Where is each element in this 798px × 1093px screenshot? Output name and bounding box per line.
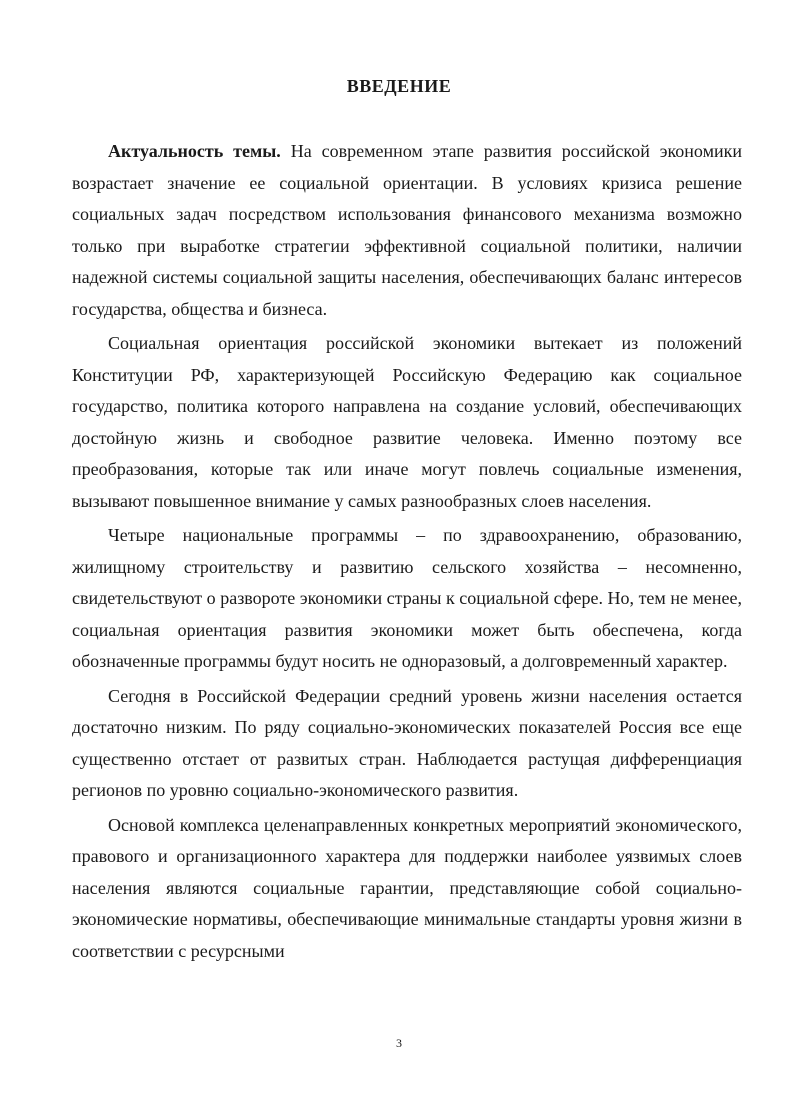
paragraph-living-standard: Сегодня в Российской Федерации средний уровень жизни населения остается достаточно низким. По ряду социально-экономических показателей Россия все еще существенно отстает от развитых стран. Наблюдается растущая дифференциация регионов по уровню социально-экономического развития. [72, 685, 742, 800]
lead-label: Актуальность темы. [108, 141, 281, 161]
paragraph-text: На современном этапе развития российской экономики возрастает значение ее социальной ориентации. В условиях кризиса решение социальных задач посредством использования финансового механизма возможно только при выработке стратегии эффективной социальной политики, наличии надежной системы социальной защиты населения, обеспечивающих баланс интересов государства, общества и бизнеса. [72, 141, 742, 319]
paragraph-social-guarantees: Основой комплекса целенаправленных конкретных мероприятий экономического, правового и организационного характера для поддержки наиболее уязвимых слоев населения являются социальные гарантии, представляющие собой социально-экономические нормативы, обеспечивающие минимальные стандарты уровня жизни в соответствии с ресурсными [72, 814, 742, 961]
page-number: 3 [396, 1036, 402, 1050]
body-text [72, 136, 742, 970]
paragraph-relevance [72, 136, 742, 325]
page-title: ВВЕДЕНИЕ [346, 76, 452, 96]
paragraph-social-orientation: Социальная ориентация российской экономики вытекает из положений Конституции РФ, характеризующей Российскую Федерацию как социальное государство, политика которого направлена на создание условий, обеспечивающих достойную жизнь и свободное развитие человека. Именно поэтому все преобразования, которые так или иначе могут повлечь социальные изменения, вызывают повышенное внимание у самых разнообразных слоев населения. [72, 333, 742, 511]
paragraph-national-programs: Четыре национальные программы – по здравоохранению, образованию, жилищному строительству и развитию сельского хозяйства – несомненно, свидетельствуют о развороте экономики страны к социальной сфере. Но, тем не менее, социальная ориентация развития экономики может быть обеспечена, когда обозначенные программы будут носить не одноразовый, а долговременный характер. [72, 525, 742, 671]
